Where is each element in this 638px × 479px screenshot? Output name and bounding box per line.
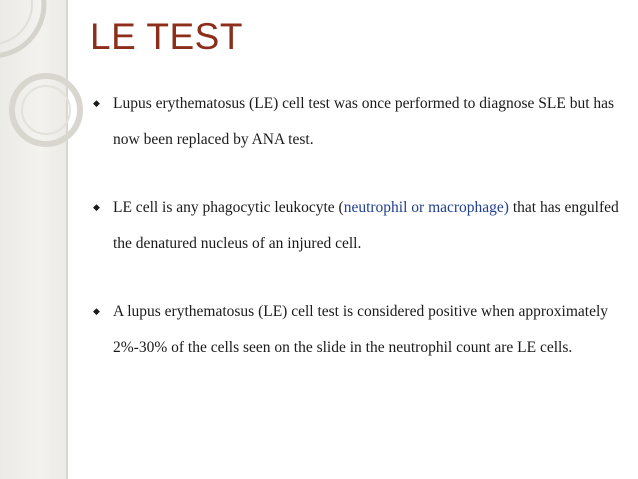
bullet-text-after: that has engulfed the denatured nucleus of an injured cell. <box>113 199 619 252</box>
bullet-text-before: LE cell is any phagocytic leukocyte ( <box>113 199 344 216</box>
bullet-item <box>93 190 623 262</box>
bullet-list <box>93 86 623 366</box>
bullet-text: Lupus erythematosus (LE) cell test was once performed to diagnose SLE but has now been replaced by ANA test. <box>113 95 615 148</box>
bullet-item <box>93 86 623 158</box>
diamond-bullet-icon: ◆ <box>93 99 100 109</box>
bullet-highlight: neutrophil or macrophage) <box>343 199 509 216</box>
diamond-bullet-icon: ◆ <box>93 203 100 213</box>
bullet-text: A lupus erythematosus (LE) cell test is considered positive when approximately 2%-30% of the cells seen on the slide in the neutrophil count are LE cells. <box>113 303 609 356</box>
diamond-bullet-icon: ◆ <box>93 307 100 317</box>
bullet-item <box>93 294 623 366</box>
slide-title: LE TEST <box>90 16 243 57</box>
